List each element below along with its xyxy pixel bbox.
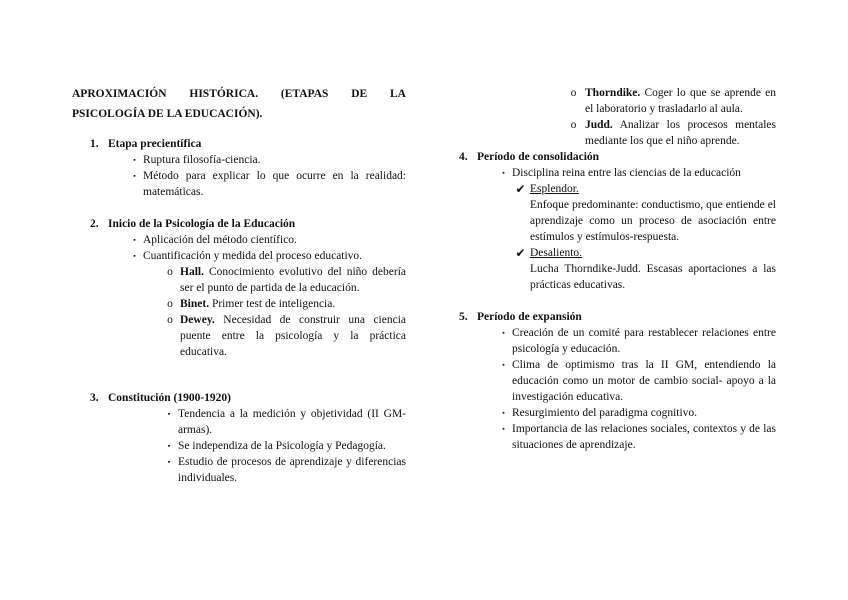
bullet-icon: ▪: [133, 252, 136, 260]
checkmark-icon: ✔: [515, 246, 526, 260]
list-item: o Binet. Primer test de inteligencia.: [160, 296, 406, 312]
circle-bullet-icon: o: [167, 266, 173, 278]
list-item: ▪ Cuantificación y medida del proceso educativo.: [126, 248, 406, 264]
circle-bullet-icon: o: [167, 314, 173, 326]
bullet-icon: ▪: [133, 172, 136, 180]
list-item: ▪ Aplicación del método científico.: [126, 232, 406, 248]
section-3: [90, 390, 406, 486]
bullet-icon: ▪: [502, 361, 505, 369]
list-item: ▪ Tendencia a la medición y objetividad (II GM-armas).: [160, 406, 406, 438]
bullet-icon: ▪: [502, 425, 505, 433]
bullet-icon: ▪: [167, 442, 171, 450]
bullet-icon: ▪: [502, 409, 505, 417]
bullet-list: [126, 152, 406, 200]
circle-bullet-icon: o: [167, 298, 173, 310]
bullet-list: [495, 165, 776, 181]
section-heading: 5. Período de expansión: [459, 311, 582, 323]
section-2: [90, 216, 406, 360]
section-5: [459, 309, 776, 453]
list-item: ▪ Método para explicar lo que ocurre en la realidad: matemáticas.: [126, 168, 406, 200]
bullet-icon: ▪: [167, 410, 171, 418]
bullet-list: [495, 325, 776, 453]
bullet-icon: ▪: [133, 236, 136, 244]
list-item: ▪ Disciplina reina entre las ciencias de la educación: [495, 165, 776, 181]
section-title: Etapa precientífica: [108, 138, 202, 150]
list-item: ✔ Esplendor. Enfoque predominante: conductismo, que entiende el aprendizaje como un proceso de asociación entre estímulos y estímulos-respuesta.: [511, 181, 776, 245]
bullet-icon: ▪: [502, 169, 505, 177]
list-item: o Dewey. Necesidad de construir una ciencia puente entre la psicología y la práctica educativa.: [160, 312, 406, 360]
sub-list-continued: [562, 85, 776, 149]
page-title: [72, 84, 406, 124]
section-heading: 1. Etapa precientífica: [90, 138, 202, 150]
circle-bullet-icon: o: [570, 87, 577, 99]
list-item: ▪ Creación de un comité para restablecer relaciones entre psicología y educación.: [495, 325, 776, 357]
bullet-icon: ▪: [502, 329, 505, 337]
section-4: [459, 149, 776, 293]
list-item: ▪ Importancia de las relaciones sociales, contextos y de las situaciones de aprendizaje.: [495, 421, 776, 453]
checkmark-icon: ✔: [515, 182, 526, 196]
title-line-2: PSICOLOGÍA DE LA EDUCACIÓN).: [72, 108, 263, 120]
title-line-1: APROXIMACIÓN HISTÓRICA. (ETAPAS DE LA: [72, 88, 406, 100]
section-title: Período de consolidación: [477, 151, 600, 163]
list-item: ▪ Se independiza de la Psicología y Pedagogía.: [160, 438, 406, 454]
list-item: o Thorndike. Coger lo que se aprende en el laboratorio y trasladarlo al aula.: [562, 85, 776, 117]
section-heading: 4. Período de consolidación: [459, 151, 600, 163]
section-1: [90, 136, 406, 200]
circle-bullet-icon: o: [570, 119, 577, 131]
bullet-icon: ▪: [133, 156, 136, 164]
section-title: Inicio de la Psicología de la Educación: [108, 218, 296, 230]
list-item: o Hall. Conocimiento evolutivo del niño debería ser el punto de partida de la educación.: [160, 264, 406, 296]
list-item: ▪ Resurgimiento del paradigma cognitivo.: [495, 405, 776, 421]
section-heading: 3. Constitución (1900-1920): [90, 392, 231, 404]
section-title: Constitución (1900-1920): [108, 392, 231, 404]
list-item: ▪ Clima de optimismo tras la II GM, entendiendo la educación como un motor de cambio social- apoyo a la investigación educativa.: [495, 357, 776, 405]
bullet-list: [126, 232, 406, 264]
section-title: Período de expansión: [477, 311, 582, 323]
list-item: ▪ Estudio de procesos de aprendizaje y diferencias individuales.: [160, 454, 406, 486]
list-item: o Judd. Analizar los procesos mentales mediante los que el niño aprende.: [562, 117, 776, 149]
check-list: [511, 181, 776, 293]
sub-list: [160, 264, 406, 360]
list-item: ✔ Desaliento. Lucha Thorndike-Judd. Escasas aportaciones a las prácticas educativas.: [511, 245, 776, 293]
section-heading: 2. Inicio de la Psicología de la Educación: [90, 218, 296, 230]
list-item: ▪ Ruptura filosofía-ciencia.: [126, 152, 406, 168]
bullet-icon: ▪: [167, 458, 171, 466]
bullet-list: [160, 406, 406, 486]
